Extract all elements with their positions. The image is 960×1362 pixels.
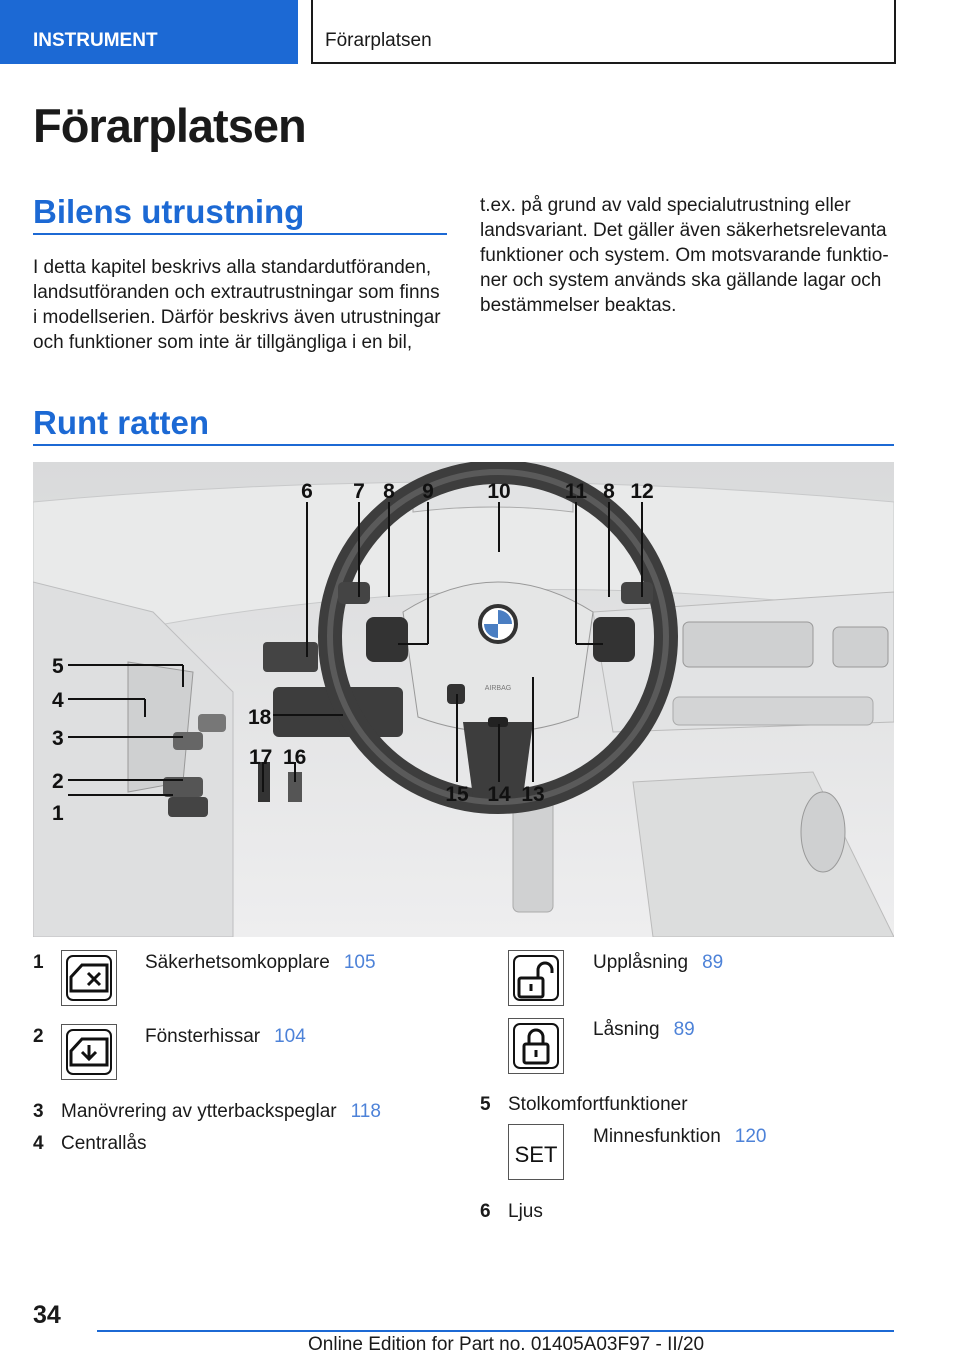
callout-3: 3 [52,727,64,750]
callout-18: 18 [248,706,272,729]
legend-num-4: 4 [33,1133,44,1154]
lock-icon [508,1018,564,1074]
unlock-icon [508,950,564,1006]
text-line: landsvariant. Det gäller även säkerhetsrelevanta [480,220,887,241]
callout-1: 1 [52,802,64,825]
page-reference-link[interactable]: 120 [734,1126,767,1147]
cockpit-illustration [33,462,894,937]
airbag-label: AIRBAG [484,685,512,692]
legend-item-4: Centrallås [61,1133,147,1154]
legend-label: Låsning [593,1019,660,1040]
page-reference-link[interactable]: 89 [673,1019,695,1040]
callout-8-left: 8 [383,480,395,503]
callout-14: 14 [487,783,511,806]
legend-label: Manövrering av ytterbackspeglar [61,1101,337,1122]
legend-label: Säkerhetsomkopplare [145,952,330,973]
callout-12: 12 [630,480,654,503]
text-line: bestämmelser beaktas. [480,295,677,316]
page-title: Förarplatsen [33,99,306,152]
legend-item-3 [61,1101,381,1123]
callout-4: 4 [52,689,64,712]
page-reference-link[interactable]: 104 [274,1026,306,1047]
legend-item-6: Ljus [508,1201,543,1222]
text-line: och funktioner som inte är tillgängliga i en bil, [33,332,413,353]
section-rule [33,233,447,235]
page-number: 34 [33,1301,61,1329]
text-line: i modellserien. Därför beskrivs även utrustningar [33,307,441,328]
page-reference-link[interactable]: 105 [343,952,376,973]
legend-item-5: Stolkomfortfunktioner [508,1094,688,1115]
section-heading-bilens-utrustning: Bilens utrustning [33,193,305,230]
section-tab: INSTRUMENT [0,0,298,64]
callout-9: 9 [422,480,434,503]
legend-label: Fönsterhissar [145,1026,261,1047]
text-line: landsutföranden och extrautrustningar som finns [33,282,440,303]
cockpit-drawing [33,462,894,937]
callout-15: 15 [445,783,469,806]
page-reference-link[interactable]: 118 [350,1101,381,1122]
callout-13: 13 [521,783,545,806]
callout-2: 2 [52,770,64,793]
callout-5: 5 [52,655,64,678]
legend-item-1 [145,952,376,974]
callout-17: 17 [249,746,273,769]
legend-num-3: 3 [33,1101,44,1122]
set-icon [508,1124,564,1180]
callout-6: 6 [301,480,313,503]
legend-num-6: 6 [480,1201,491,1222]
legend-num-1: 1 [33,952,44,973]
page-reference-link[interactable]: 89 [702,952,724,973]
intro-paragraph-col2 [480,193,896,318]
chapter-header: Förarplatsen [311,0,896,64]
window-lock-icon [61,950,117,1006]
intro-paragraph-col1 [33,255,449,355]
legend-label: Upplåsning [593,952,689,973]
section-heading-runt-ratten: Runt ratten [33,404,209,441]
text-line: I detta kapitel beskrivs alla standardutföranden, [33,257,432,278]
callout-16: 16 [283,746,307,769]
legend-num-5: 5 [480,1094,491,1115]
callout-7: 7 [353,480,365,503]
text-line: ner och system används ska gällande lagar och [480,270,882,291]
window-lift-icon [61,1024,117,1080]
legend-item-unlock [593,952,723,974]
legend-num-2: 2 [33,1026,44,1047]
edition-footer: Online Edition for Part no. 01405A03F97 - II/20 [308,1334,705,1355]
legend-item-lock [593,1019,695,1041]
callout-10: 10 [487,480,511,503]
legend-item-memory [593,1126,767,1148]
legend-item-2 [145,1026,306,1048]
footer-rule [97,1330,894,1332]
legend-label: Minnesfunktion [593,1126,721,1147]
section-rule [33,444,894,446]
set-icon-label: SET [514,1142,558,1167]
text-line: t.ex. på grund av vald specialutrustning eller [480,195,851,216]
callout-8-right: 8 [603,480,615,503]
text-line: funktioner och system. Om motsvarande funktio- [480,245,889,266]
callout-11: 11 [564,480,588,503]
